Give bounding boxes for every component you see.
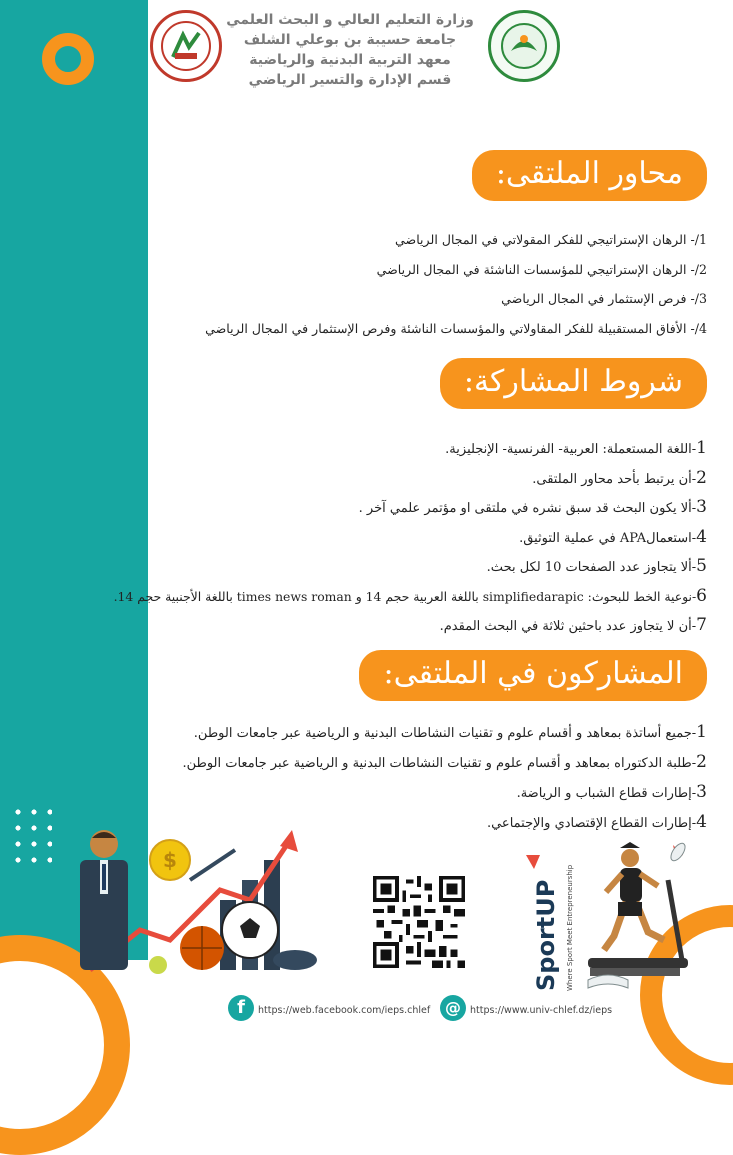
- svg-text:$: $: [163, 848, 177, 872]
- conditions-list: [114, 438, 707, 645]
- university-logo-icon: [491, 13, 557, 79]
- item-number: 2: [696, 467, 707, 488]
- university-name: جامعة حسيبة بن بوعلي الشلف: [243, 32, 457, 48]
- sportup-logo: [520, 845, 584, 995]
- list-item: [114, 586, 707, 616]
- runner-illustration: [578, 840, 698, 995]
- axes-title: محاور الملتقى:: [472, 150, 707, 201]
- list-item: 2/- الرهان الإستراتيجي للمؤسسات الناشئة في المجال الرياضي: [376, 261, 707, 277]
- item-text: -أن يرتبط بأحد محاور الملتقى.: [532, 471, 697, 487]
- list-item: [114, 527, 707, 557]
- item-text: -جميع أساتذة بمعاهد و أقسام علوم و تقنيات النشاطات البدنية و الرياضية عبر جامعات الوطن.: [193, 726, 697, 741]
- facebook-icon[interactable]: f: [228, 995, 254, 1021]
- conditions-title: شروط المشاركة:: [440, 358, 707, 409]
- item-text: -استعمالAPA في عملية التوثيق.: [519, 530, 697, 546]
- list-item: [182, 752, 707, 782]
- item-text: -أن لا يتجاوز عدد باحثين ثلاثة في البحث المقدم.: [439, 619, 697, 634]
- list-item: [114, 556, 707, 586]
- item-text: -إطارات القطاع الإقتصادي والإجتماعي.: [486, 816, 697, 831]
- list-item: 3/- فرص الإستثمار في المجال الرياضي: [501, 291, 707, 306]
- list-item: 1/- الرهان الإستراتيجي للفكر المقولاتي في المجال الرياضي: [395, 232, 707, 247]
- item-number: 1: [696, 438, 707, 458]
- institute-name: معهد التربية البدنية والرياضية: [249, 52, 451, 68]
- item-number: 7: [696, 615, 707, 635]
- sportup-tagline: Where Sport Meet Entrepreneurship: [566, 864, 574, 991]
- participants-title: المشاركون في الملتقى:: [359, 650, 707, 701]
- department-name: قسم الإدارة والتسير الرياضي: [248, 72, 452, 88]
- axes-list: [205, 232, 707, 350]
- list-item: [114, 615, 707, 645]
- growth-chart-illustration: [70, 820, 320, 980]
- orange-ring-decoration: [42, 33, 94, 85]
- ministry-name: وزارة التعليم العالي و البحث العلمي: [226, 12, 474, 28]
- item-number: 4: [696, 526, 707, 547]
- list-item: 4/- الأفاق المستقبيلة للفكر المقاولاتي والمؤسسات الناشئة وفرص الإستثمار في المجال الرياضي: [205, 320, 707, 336]
- item-number: 3: [696, 497, 707, 517]
- item-number: 1: [696, 722, 707, 742]
- dots-pattern: [10, 804, 52, 868]
- ministry-header: [210, 10, 490, 90]
- list-item: [182, 782, 707, 812]
- list-item: [114, 438, 707, 468]
- qr-code[interactable]: [373, 876, 465, 968]
- item-text: -إطارات قطاع الشباب و الرياضة.: [516, 786, 697, 801]
- sportup-brand: SportUP: [532, 879, 560, 991]
- university-logo: [488, 10, 560, 82]
- item-text: -ألا يتجاوز عدد الصفحات 10 لكل بحث.: [486, 560, 697, 575]
- item-text: -اللغة المستعملة: العربية- الفرنسية- الإنجليزية.: [445, 442, 697, 457]
- item-text: -ألا يكون البحث قد سبق نشره في ملتقى او مؤتمر علمي آخر .: [358, 501, 697, 516]
- web-icon[interactable]: @: [440, 995, 466, 1021]
- facebook-link[interactable]: https://web.facebook.com/ieps.chlef: [258, 1005, 431, 1016]
- list-item: [182, 722, 707, 752]
- item-text: -نوعية الخط للبحوث: simplifiedarapic باللغة العربية حجم 14 و times news roman باللغة الأجنبية حجم 14.: [113, 588, 697, 604]
- item-number: 6: [696, 585, 707, 606]
- list-item: [114, 468, 707, 498]
- list-item: [114, 497, 707, 527]
- website-link[interactable]: https://www.univ-chlef.dz/ieps: [470, 1005, 613, 1016]
- item-number: 3: [696, 782, 707, 802]
- item-number: 5: [696, 556, 707, 576]
- item-text: -طلبة الدكتوراه بمعاهد و أقسام علوم و تقنيات النشاطات البدنية و الرياضية عبر جامعات الوطن.: [182, 756, 697, 771]
- item-number: 2: [696, 752, 707, 772]
- item-number: 4: [696, 812, 707, 832]
